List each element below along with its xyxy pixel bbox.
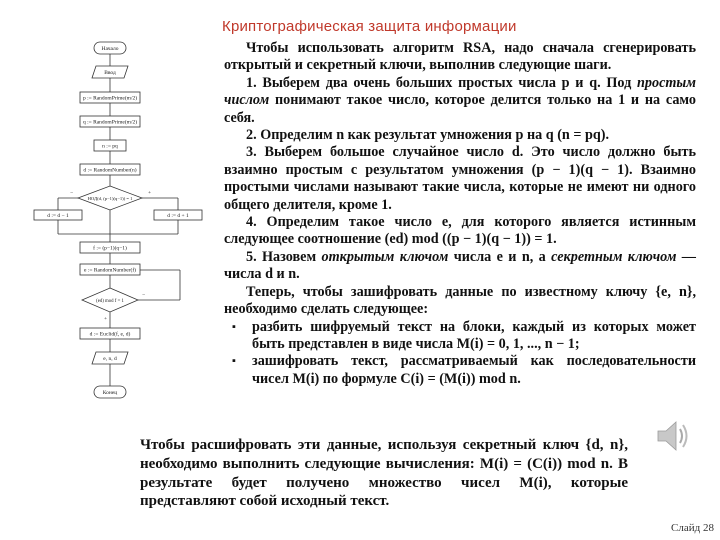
step-2: 2. Определим n как результат умножения p на q (n = pq). xyxy=(246,127,610,144)
step-5: 5. Назовем открытым ключом числа e и n, а секретным ключом — числа d и n. xyxy=(224,248,696,283)
step-1: 1. Выберем два очень больших простых числа p и q. Под простым числом понимают такое число, которое делится только на 1 и на само себя. xyxy=(224,74,696,126)
decrypt-paragraph: Чтобы расшифровать эти данные, используя секретный ключ {d, n}, необходимо выполнить следующие вычисления: M(i) = (C(i)) mod n. В результате будет получено множество чисел M(i), которые представляют собой исходный текст. xyxy=(140,437,628,510)
list-item: ▪ зашифровать текст, рассматриваемый как последовательности чисел M(i) по формуле C(i) = (M(i)) mod n. xyxy=(252,353,696,388)
flow-node-label: d := RandomNumber(n) xyxy=(83,167,137,174)
intro-paragraph: Чтобы использовать алгоритм RSA, надо сначала сгенерировать открытый и секретный ключи, выполнив следующие шаги. xyxy=(224,40,696,74)
flow-branch-label: + xyxy=(148,190,152,196)
slide-number: Слайд 28 xyxy=(671,522,714,534)
flow-node-label: d := d + 1 xyxy=(167,213,189,219)
flow-node-label: d := d − 1 xyxy=(47,213,69,219)
list-item: ▪ разбить шифруемый текст на блоки, каждый из которых может быть представлен в виде числа M(i) = 0, 1, ..., n − 1; xyxy=(252,319,696,354)
flow-node-label: Конец xyxy=(102,390,118,396)
flow-node-label: f := (p−1)(q−1) xyxy=(93,245,127,252)
flow-node-label: НОД(d, (p−1)(q−1)) = 1 xyxy=(87,196,133,201)
rsa-flowchart xyxy=(30,38,216,418)
slide-title: Криптографическая защита информации xyxy=(222,18,517,35)
speaker-icon[interactable] xyxy=(652,416,692,456)
flow-node-label: q := RandomPrime(m/2) xyxy=(82,119,138,126)
encrypt-intro: Теперь, чтобы зашифровать данные по известному ключу {e, n}, необходимо сделать следующее: xyxy=(224,283,696,318)
flow-node-label: p := RandomPrime(m/2) xyxy=(82,95,138,102)
encrypt-steps-list xyxy=(224,319,696,389)
flow-branch-label: − xyxy=(142,292,146,298)
step-4: 4. Определим такое число e, для которого является истинным следующее соотношение (ed) mod ((p − 1)(q − 1)) = 1. xyxy=(224,214,696,248)
step-3: 3. Выберем большое случайное число d. Это число должно быть взаимно простым с результатом умножения (p − 1)(q − 1). Взаимно простыми числами называют такие числа, которые не имеют ни одного общего делителя, кроме 1. xyxy=(224,144,696,213)
rsa-key-generation-text xyxy=(224,40,696,388)
flow-node-label: n := pq xyxy=(102,143,118,150)
flow-branch-label: + xyxy=(104,316,108,322)
flow-node-label: (ed) mod f = 1 xyxy=(96,299,124,304)
flow-node-label: Начало xyxy=(101,46,119,52)
flow-node-label: e, n, d xyxy=(103,356,117,362)
flow-node-label: Ввод xyxy=(104,70,116,76)
flow-branch-label: − xyxy=(70,190,74,196)
flow-node-label: e := RandomNumber(f) xyxy=(84,267,136,274)
flow-node-label: d := Euclid(f, e, d) xyxy=(89,331,131,338)
